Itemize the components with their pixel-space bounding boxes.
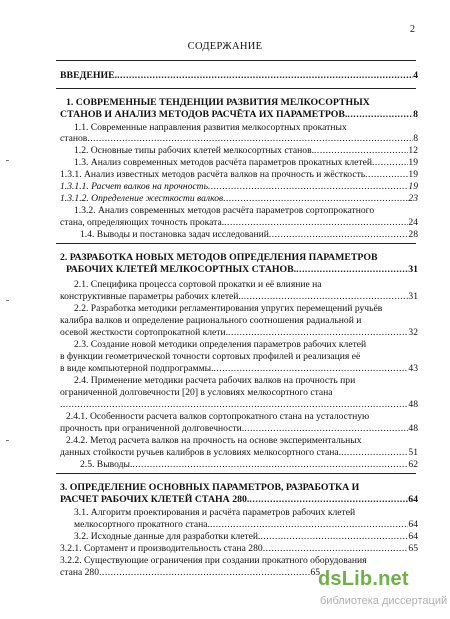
toc-entry[interactable]: 1.3.1.1. Расчет валков на прочность ..... 19 — [60, 181, 418, 192]
toc-entry[interactable]: 1.2. Основные типы рабочих клетей мелкосортных станов. ..... 12 — [74, 145, 418, 156]
toc-entry[interactable]: ..... 48 — [60, 399, 418, 410]
toc-chapter-heading: 3. ОПРЕДЕЛЕНИЕ ОСНОВНЫХ ПАРАМЕТРОВ, РАЗРАБОТКА И — [60, 482, 360, 493]
toc-entry[interactable]: стана, определяющих точность проката. ..... 24 — [60, 217, 418, 228]
toc-entry[interactable]: прочность при ограниченной долговечности. ..... 48 — [60, 423, 418, 434]
toc-entry[interactable]: РАСЧЕТ РАБОЧИХ КЛЕТЕЙ СТАНА 280. ..... 64 — [60, 494, 418, 505]
toc-entry[interactable]: 3.2.1. Сортамент и производительность стана 280 ..... 65 — [60, 543, 418, 554]
watermark — [318, 568, 446, 614]
toc-entry-line: 3.1. Алгоритм проектирования и расчёта параметров рабочих клетей — [74, 507, 356, 518]
toc-entry-line: 2.1. Специфика процесса сортовой прокатки и её влияние на — [74, 279, 322, 290]
scan-mark — [6, 300, 9, 301]
toc-entry[interactable]: станов ..... 8 — [60, 133, 418, 144]
toc-entry-line: ограниченной долговечности [20] в условиях мелкосортного стана — [60, 387, 333, 398]
toc-entry[interactable]: СТАНОВ И АНАЛИЗ МЕТОДОВ РАСЧЁТА ИХ ПАРАМЕТРОВ. ..... 8 — [60, 109, 418, 120]
divider — [56, 243, 416, 244]
page-title: СОДЕРЖАНИЕ — [187, 41, 263, 52]
toc-entry[interactable] — [60, 70, 418, 81]
toc-entry[interactable]: осевой жесткости сортопрокатной клети. ..... 32 — [60, 327, 418, 338]
toc-entry-line: 2.3. Создание новой методики определения параметров рабочих клетей — [74, 339, 367, 350]
toc-entry[interactable]: конструктивные параметры рабочих клетей. ..... 31 — [60, 291, 418, 302]
toc-entry-line: 1.1. Современные направления развития мелкосортных прокатных — [74, 122, 347, 133]
toc-entry-line: 2.4. Применение методики расчета рабочих валков на прочность при — [74, 375, 356, 386]
toc-entry-line: 1.3.2. Анализ современных методов расчёта параметров сортопрокатного — [74, 205, 375, 216]
toc-chapter-heading: 2. РАЗРАБОТКА НОВЫХ МЕТОДОВ ОПРЕДЕЛЕНИЯ ПАРАМЕТРОВ — [60, 252, 378, 263]
toc-entry[interactable]: 2.5. Выводы. ..... 62 — [80, 459, 418, 470]
toc-entry-line: 2.2. Разработка методики регламентирования упругих перемещений ручьёв — [74, 303, 383, 314]
toc-entry-line: 2.4.1. Особенности расчета валков сортопрокатного стана на усталостную — [66, 411, 370, 422]
toc-entry[interactable]: данных стойкости ручьев калибров в условиях мелкосортного стана. ..... 51 — [60, 447, 418, 458]
scan-mark — [6, 160, 9, 161]
toc-entry-line: в функции геометрической точности сортовых профилей и реализация её — [60, 351, 361, 362]
toc-entry[interactable]: 1.3. Анализ современных методов расчёта параметров прокатных клетей ..... 19 — [74, 157, 418, 168]
watermark-subtitle: библиотека диссертаций — [320, 595, 448, 607]
toc-entry[interactable]: стана 280 ..... 65 — [60, 567, 320, 578]
toc-entry-line: 2.4.2. Метод расчета валков на прочность на основе экспериментальных — [66, 435, 362, 446]
toc-entry[interactable]: 1.3.1. Анализ известных методов расчёта валков на прочность и жёсткость ..... 19 — [60, 169, 418, 180]
toc-entry[interactable]: 3.2. Исходные данные для разработки клетей. ..... 64 — [74, 531, 418, 542]
watermark-logo: dsLib.net — [318, 568, 409, 590]
toc-entry[interactable]: 1.3.1.2. Определение жесткости валков ..... 23 — [60, 193, 418, 204]
toc-entry-line: 3.2.2. Существующие ограничения при создании прокатного оборудования — [60, 555, 367, 566]
divider — [56, 473, 416, 474]
toc-entry-page: 4 — [413, 70, 418, 81]
toc-entry-line: калибра валков и определение рационального соотношения радиальной и — [60, 315, 362, 326]
toc-entry-text: ВВЕДЕНИЕ. — [60, 70, 118, 81]
toc-entry[interactable]: 1.4. Выводы и постановка задач исследований ..... 28 — [80, 229, 418, 240]
scan-mark — [6, 440, 9, 441]
toc-entry[interactable]: РАБОЧИХ КЛЕТЕЙ МЕЛКОСОРТНЫХ СТАНОВ. ..... 31 — [66, 264, 418, 275]
divider — [56, 88, 416, 89]
toc-chapter-heading: 1. СОВРЕМЕННЫЕ ТЕНДЕНЦИИ РАЗВИТИЯ МЕЛКОСОРТНЫХ — [66, 97, 370, 108]
toc-entry[interactable]: мелкосортного прокатного стана. ..... 64 — [74, 519, 418, 530]
toc-entry[interactable]: в виде компьютерной подпрограммы. ..... 43 — [60, 363, 418, 374]
page-number: 2 — [410, 24, 415, 35]
